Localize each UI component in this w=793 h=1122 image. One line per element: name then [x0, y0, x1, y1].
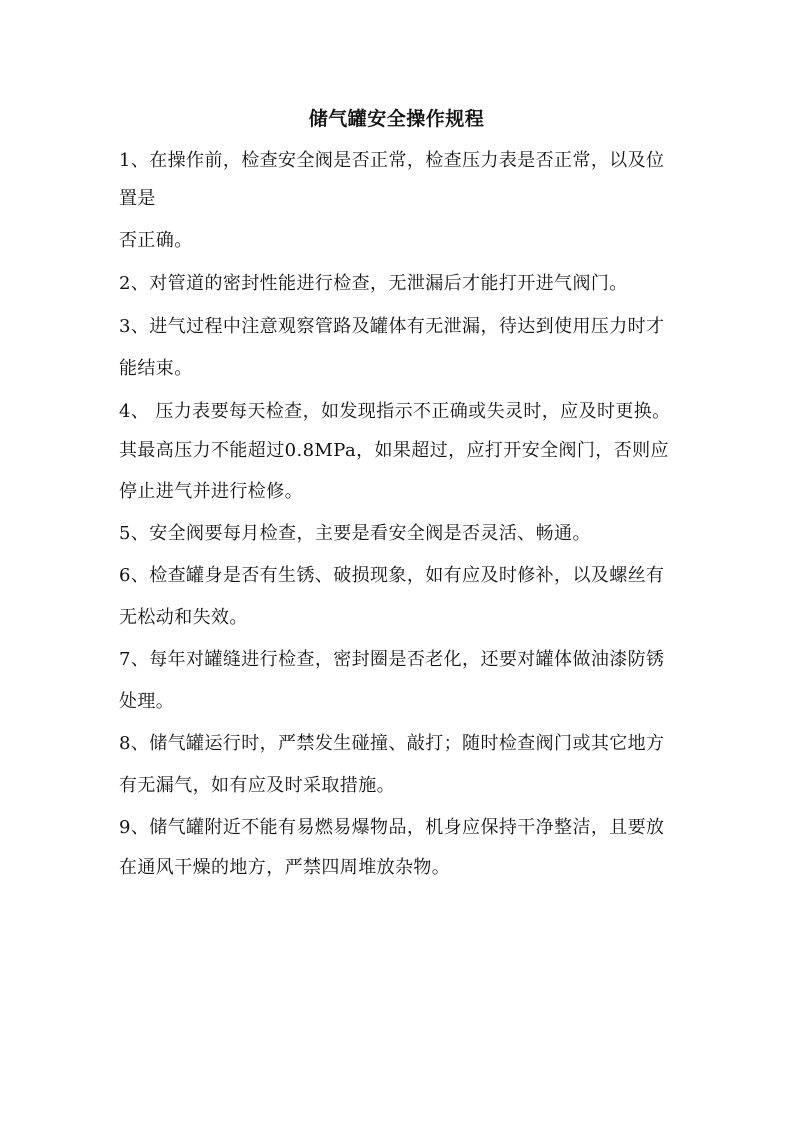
text-line: 7、每年对罐缝进行检查，密封圈是否老化，还要对罐体做油漆防锈 [119, 649, 665, 670]
text-line: 4、 压力表要每天检查，如发现指示不正确或失灵时，应及时更换。 [119, 401, 671, 422]
text-line: 无松动和失效。 [119, 607, 248, 628]
text-line: 在通风干燥的地方，严禁四周堆放杂物。 [119, 857, 451, 878]
text-line: 有无漏气，如有应及时采取措施。 [119, 775, 395, 796]
text-line: 6、检查罐身是否有生锈、破损现象，如有应及时修补，以及螺丝有 [119, 565, 665, 586]
text-line: 停止进气并进行检修。 [119, 481, 303, 502]
text-line: 5、安全阀要每月检查，主要是看安全阀是否灵活、畅通。 [119, 523, 591, 544]
document-title: 储气罐安全操作规程 [308, 108, 485, 130]
text-line: 处理。 [119, 691, 175, 712]
text-line: 置是 [119, 188, 156, 209]
text-line: 3、进气过程中注意观察管路及罐体有无泄漏，待达到使用压力时才 [119, 316, 665, 337]
text-line: 2、对管道的密封性能进行检查，无泄漏后才能打开进气阀门。 [119, 273, 628, 294]
text-line: 8、储气罐运行时，严禁发生碰撞、敲打；随时检查阀门或其它地方 [119, 733, 665, 754]
text-line: 1、在操作前，检查安全阀是否正常，检查压力表是否正常，以及位 [119, 150, 665, 171]
text-line: 否正确。 [119, 230, 193, 251]
text-line: 9、储气罐附近不能有易燃易爆物品，机身应保持干净整洁，且要放 [119, 817, 665, 838]
text-line: 能结束。 [119, 358, 193, 379]
text-line: 其最高压力不能超过0.8MPa，如果超过，应打开安全阀门，否则应 [119, 440, 669, 461]
